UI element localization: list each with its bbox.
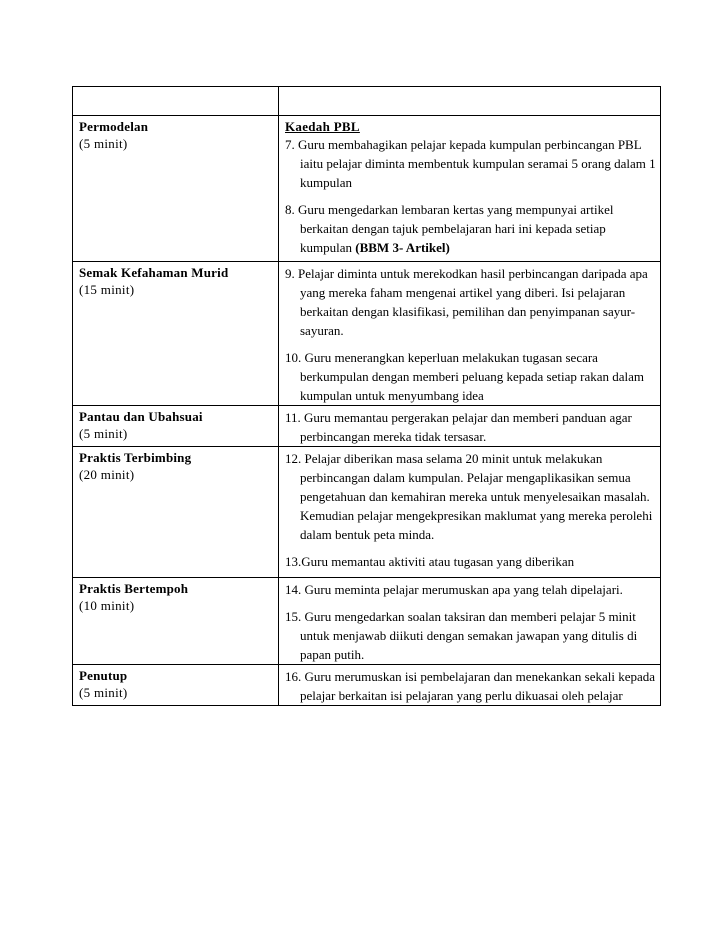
step-text: 8. Guru mengedarkan lembaran kertas yang mempunyai artikel berkaitan dengan tajuk pembelajaran hari ini kepada setiap kumpulan bbox=[285, 202, 614, 255]
stage-cell bbox=[73, 262, 279, 406]
stage-cell bbox=[73, 406, 279, 447]
stage-duration: (10 minit) bbox=[79, 598, 135, 613]
step-item: 11. Guru memantau pergerakan pelajar dan memberi panduan agar perbincangan mereka tidak tersasar. bbox=[285, 410, 632, 444]
lesson-plan-table bbox=[72, 86, 661, 706]
table-row bbox=[73, 578, 661, 665]
stage-cell bbox=[73, 578, 279, 665]
stage-cell bbox=[73, 116, 279, 262]
step-item: 13.Guru memantau aktiviti atau tugasan yang diberikan bbox=[285, 554, 575, 569]
activity-cell bbox=[279, 578, 661, 665]
table-header-row bbox=[73, 87, 661, 116]
activity-cell bbox=[279, 665, 661, 706]
stage-duration: (5 minit) bbox=[79, 685, 128, 700]
stage-duration: (15 minit) bbox=[79, 282, 135, 297]
stage-duration: (5 minit) bbox=[79, 426, 128, 441]
step-item: 14. Guru meminta pelajar merumuskan apa yang telah dipelajari. bbox=[285, 582, 623, 597]
stage-title: Praktis Bertempoh bbox=[79, 581, 189, 596]
step-bold-text: (BBM 3- Artikel) bbox=[355, 240, 450, 255]
stage-title: Pantau dan Ubahsuai bbox=[79, 409, 203, 424]
stage-duration: (20 minit) bbox=[79, 467, 135, 482]
stage-cell bbox=[73, 447, 279, 578]
activity-cell bbox=[279, 406, 661, 447]
stage-cell bbox=[73, 665, 279, 706]
step-item: 9. Pelajar diminta untuk merekodkan hasil perbincangan daripada apa yang mereka faham mengenai artikel yang diberi. Isi pelajaran berkaitan dengan klasifikasi, pemilihan dan penyimpanan sayur-sayuran. bbox=[285, 266, 648, 338]
step-item: 7. Guru membahagikan pelajar kepada kumpulan perbincangan PBL iaitu pelajar diminta membentuk kumpulan seramai 5 orang dalam 1 kumpulan bbox=[285, 137, 656, 190]
stage-title: Praktis Terbimbing bbox=[79, 450, 192, 465]
step-item: 10. Guru menerangkan keperluan melakukan tugasan secara berkumpulan dengan memberi peluang kepada setiap rakan dalam kumpulan untuk menyumbang idea bbox=[285, 350, 645, 403]
step-item bbox=[285, 200, 656, 257]
table-row bbox=[73, 262, 661, 406]
table-row bbox=[73, 406, 661, 447]
table-row bbox=[73, 116, 661, 262]
table-row bbox=[73, 447, 661, 578]
step-item: 16. Guru merumuskan isi pembelajaran dan menekankan sekali kepada pelajar berkaitan isi pelajaran yang perlu dikuasai oleh pelajar bbox=[285, 669, 656, 703]
step-item: 12. Pelajar diberikan masa selama 20 minit untuk melakukan perbincangan dalam kumpulan. Pelajar mengaplikasikan semua pengetahuan dan kemahiran mereka untuk menyelesaikan masalah. Kemudian pelajar mengekpresikan maklumat yang mereka perolehi dalam bentuk peta minda. bbox=[285, 451, 653, 542]
activity-cell bbox=[279, 447, 661, 578]
method-heading: Kaedah PBL bbox=[285, 119, 360, 134]
header-cell-activity bbox=[279, 87, 661, 116]
stage-title: Penutup bbox=[79, 668, 128, 683]
activity-cell bbox=[279, 116, 661, 262]
stage-title: Permodelan bbox=[79, 119, 149, 134]
stage-duration: (5 minit) bbox=[79, 136, 128, 151]
table-row bbox=[73, 665, 661, 706]
header-cell-stage bbox=[73, 87, 279, 116]
activity-cell bbox=[279, 262, 661, 406]
stage-title: Semak Kefahaman Murid bbox=[79, 265, 229, 280]
step-item: 15. Guru mengedarkan soalan taksiran dan memberi pelajar 5 minit untuk menjawab diikuti dengan semakan jawapan yang ditulis di papan putih. bbox=[285, 609, 638, 662]
